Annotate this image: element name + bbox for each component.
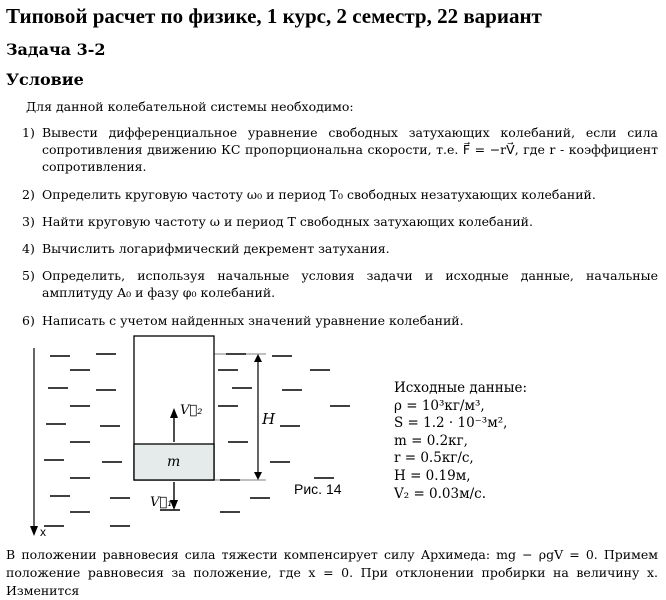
figure-caption: Рис. 14 — [294, 481, 342, 497]
height-label: H — [262, 410, 276, 428]
x-axis-label: x — [40, 525, 46, 539]
item-text: Определить, используя начальные условия задачи и исходные данные, начальные амплитуду A₀ и фазу φ₀ колебаний. — [42, 268, 658, 300]
task-list: 1) Вывести дифференциальное уравнение свободных затухающих колебаний, если сила сопротивления движению КС пропорциональна скорости, т.е. F⃗ = −rV⃗, где r - коэффициент сопротивления. 2) Определить круговую частоту ω₀ и период T₀ свободных незатухающих колебаний. 3) Найти круговую частоту ω и период T свободных затухающих колебаний. 4) Вычислить логарифмический декремент затухания. 5) Определить, используя начальные условия задачи и исходные данные, начальные амплитуду A₀ и фазу φ₀ колебаний. 6) Написать с учетом найденных значений уравнение колебаний. — [22, 125, 658, 328]
given-line: m = 0.2кг, — [394, 432, 468, 449]
explanation-text: В положении равновесия сила тяжести компенсирует силу Архимеда: mg − ρgV = 0. Примем положение равновесия за положение, где x = 0. При отклонении пробирки на величину x. Изменится — [6, 547, 658, 598]
condition-heading: Условие — [6, 70, 84, 89]
mass-label: m — [167, 454, 181, 470]
item-text: Найти круговую частоту ω и период T свободных затухающих колебаний. — [42, 214, 533, 229]
v1-label: V⃗₁ — [150, 495, 173, 510]
given-data — [394, 380, 527, 503]
given-line: ρ = 10³кг/м³, — [394, 397, 485, 414]
given-line: V₂ = 0.03м/с. — [394, 485, 487, 502]
x-axis-arrowhead — [30, 526, 38, 536]
given-heading: Исходные данные: — [394, 380, 528, 396]
h-arrowhead-up — [254, 354, 262, 362]
given-line: r = 0.5кг/с, — [394, 450, 474, 467]
given-line: H = 0.19м, — [394, 467, 471, 484]
task-heading: Задача 3-2 — [6, 40, 106, 59]
item-text: Вычислить логарифмический декремент затухания. — [42, 241, 390, 256]
page-title: Типовой расчет по физике, 1 курс, 2 семестр, 22 вариант — [6, 4, 542, 28]
item-text: Написать с учетом найденных значений уравнение колебаний. — [42, 313, 464, 328]
given-line: S = 1.2 · 10⁻³м², — [394, 415, 508, 432]
h-arrowhead-down — [254, 472, 262, 480]
intro-text: Для данной колебательной системы необходимо: — [26, 99, 354, 114]
item-text: Определить круговую частоту ω₀ и период T₀ свободных незатухающих колебаний. — [42, 187, 596, 202]
oscillation-figure — [0, 330, 390, 546]
v2-label: V⃗₂ — [180, 403, 203, 418]
item-text: Вывести дифференциальное уравнение свободных затухающих колебаний, если сила сопротивления движению КС пропорциональна скорости, т.е. F⃗ = −rV⃗, где r - коэффициент сопротивления. — [42, 125, 658, 174]
